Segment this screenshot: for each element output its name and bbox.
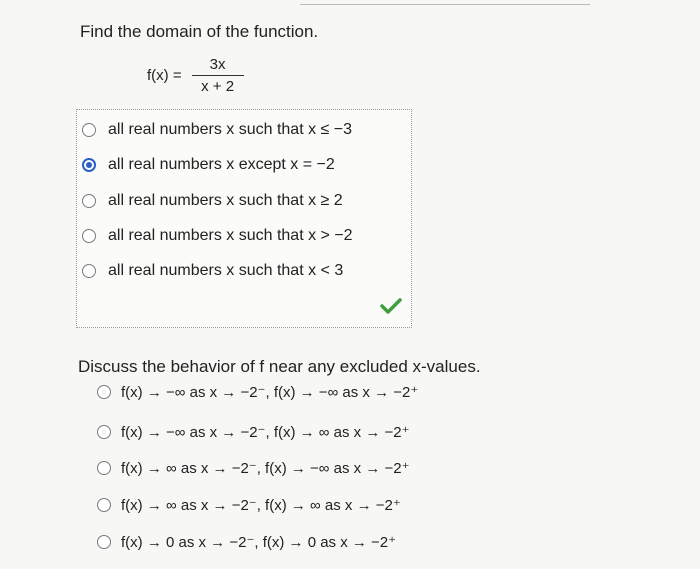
radio-button-selected[interactable] bbox=[82, 158, 96, 172]
option-label: f(x) → −∞ as x → −2⁻, f(x) → −∞ as x → −2⁺ bbox=[121, 384, 419, 401]
option-label: f(x) → ∞ as x → −2⁻, f(x) → −∞ as x → −2⁺ bbox=[121, 460, 410, 477]
function-fraction bbox=[192, 56, 244, 95]
question-1-prompt: Find the domain of the function. bbox=[80, 22, 319, 41]
option-label: f(x) → 0 as x → −2⁻, f(x) → 0 as x → −2⁺ bbox=[121, 534, 397, 551]
function-definition bbox=[147, 56, 244, 95]
q1-option-4[interactable] bbox=[82, 227, 353, 245]
radio-button[interactable] bbox=[82, 229, 96, 243]
answer-box-1 bbox=[76, 109, 412, 328]
option-label: all real numbers x except x = −2 bbox=[108, 156, 335, 173]
option-label: f(x) → −∞ as x → −2⁻, f(x) → ∞ as x → −2⁺ bbox=[121, 424, 410, 441]
radio-button[interactable] bbox=[97, 425, 111, 439]
radio-button[interactable] bbox=[97, 498, 111, 512]
option-label: all real numbers x such that x ≤ −3 bbox=[108, 121, 353, 138]
q2-option-4[interactable] bbox=[97, 496, 401, 514]
q1-option-1[interactable] bbox=[82, 121, 352, 139]
q2-option-1[interactable] bbox=[97, 383, 418, 401]
q1-option-5[interactable] bbox=[82, 262, 343, 280]
correct-check-icon bbox=[380, 298, 402, 314]
option-label: all real numbers x such that x ≥ 2 bbox=[108, 192, 343, 209]
fraction-numerator: 3x bbox=[209, 56, 226, 73]
option-label: all real numbers x such that x > −2 bbox=[108, 227, 353, 244]
radio-button[interactable] bbox=[82, 123, 96, 137]
q1-option-3[interactable] bbox=[82, 192, 343, 210]
radio-button[interactable] bbox=[97, 535, 111, 549]
option-label: f(x) → ∞ as x → −2⁻, f(x) → ∞ as x → −2⁺ bbox=[121, 497, 401, 514]
option-label: all real numbers x such that x < 3 bbox=[108, 262, 344, 279]
q2-option-3[interactable] bbox=[97, 459, 410, 477]
radio-button[interactable] bbox=[97, 461, 111, 475]
top-divider bbox=[300, 4, 590, 5]
radio-button[interactable] bbox=[82, 194, 96, 208]
radio-button[interactable] bbox=[97, 385, 111, 399]
fraction-denominator: x + 2 bbox=[201, 78, 235, 96]
q2-option-2[interactable] bbox=[97, 423, 410, 441]
function-lhs: f(x) = bbox=[147, 67, 182, 85]
q2-option-5[interactable] bbox=[97, 533, 396, 551]
question-2-prompt: Discuss the behavior of f near any excluded x-values. bbox=[78, 357, 481, 376]
radio-button[interactable] bbox=[82, 264, 96, 278]
q1-option-2[interactable] bbox=[82, 156, 335, 174]
